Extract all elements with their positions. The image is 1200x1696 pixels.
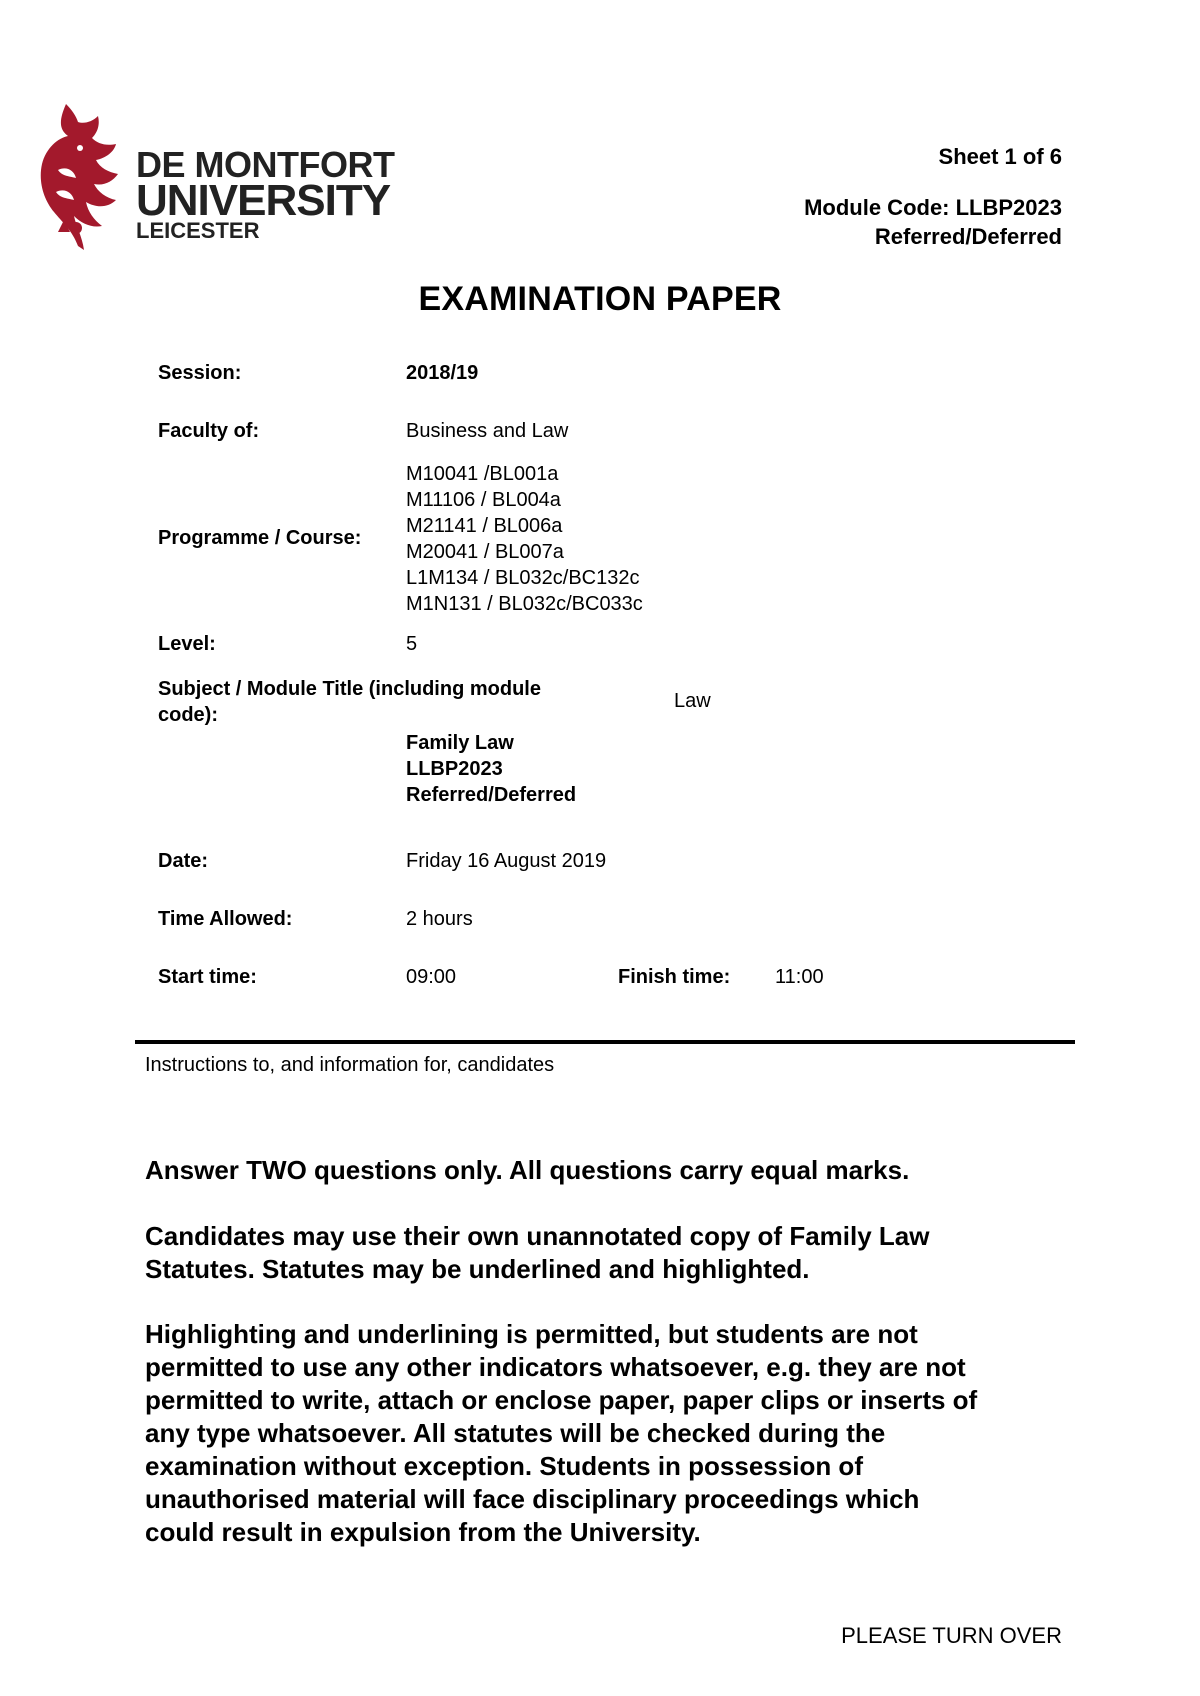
level-label: Level: — [158, 633, 216, 655]
divider — [135, 1040, 1075, 1044]
instruction-line: could result in expulsion from the University. — [145, 1517, 701, 1547]
programme-item: M11106 / BL004a — [406, 489, 561, 511]
time-allowed-value: 2 hours — [406, 908, 473, 930]
module-title-line: Referred/Deferred — [406, 784, 577, 806]
programme-label: Programme / Course: — [158, 527, 362, 549]
faculty-value: Business and Law — [406, 420, 569, 442]
page-footer: PLEASE TURN OVER — [841, 1623, 1062, 1648]
instruction-line: permitted to use any other indicators whatsoever, e.g. they are not — [145, 1352, 966, 1382]
programme-item: M10041 /BL001a — [406, 463, 559, 485]
date-value: Friday 16 August 2019 — [406, 850, 607, 872]
programme-list — [406, 461, 643, 617]
module-code: Module Code: LLBP2023 — [804, 195, 1062, 220]
logo-text-university: UNIVERSITY — [136, 176, 391, 225]
instruction-paragraph-3 — [145, 1318, 1075, 1549]
instruction-paragraph-2 — [145, 1220, 1075, 1286]
session-value: 2018/19 — [406, 362, 479, 384]
instruction-line: any type whatsoever. All statutes will be checked during the — [145, 1418, 886, 1448]
finish-time-label: Finish time: — [618, 966, 731, 988]
module-title — [406, 730, 576, 808]
subject-label-line: code): — [158, 704, 218, 726]
level-value: 5 — [406, 633, 418, 655]
referred-deferred-label: Referred/Deferred — [874, 224, 1062, 249]
programme-item: M20041 / BL007a — [406, 541, 564, 563]
date-label: Date: — [158, 850, 209, 872]
sheet-number: Sheet 1 of 6 — [938, 144, 1062, 169]
logo-text-leicester: LEICESTER — [136, 218, 260, 243]
subject-value: Law — [674, 690, 711, 712]
university-logo — [36, 100, 396, 260]
instruction-line: Statutes. Statutes may be underlined and highlighted. — [145, 1254, 810, 1284]
instruction-line: Highlighting and underlining is permitted, but students are not — [145, 1319, 918, 1349]
logo-text-de-montfort: DE MONTFORT — [136, 144, 395, 185]
start-time-value: 09:00 — [406, 966, 457, 988]
time-allowed-label: Time Allowed: — [158, 908, 293, 930]
start-time-label: Start time: — [158, 966, 257, 988]
session-label: Session: — [158, 362, 242, 384]
programme-item: M1N131 / BL032c/BC033c — [406, 593, 643, 615]
instructions-heading: Instructions to, and information for, candidates — [145, 1054, 555, 1076]
module-title-line: Family Law — [406, 732, 514, 754]
faculty-label: Faculty of: — [158, 420, 260, 442]
instruction-line: examination without exception. Students in possession of — [145, 1451, 863, 1481]
programme-item: M21141 / BL006a — [406, 515, 563, 537]
instruction-line: permitted to write, attach or enclose paper, paper clips or inserts of — [145, 1385, 978, 1415]
subject-label-line: Subject / Module Title (including module — [158, 678, 541, 700]
instruction-line: Answer TWO questions only. All questions carry equal marks. — [145, 1155, 910, 1185]
lion-emblem-icon — [36, 100, 136, 260]
subject-label — [158, 676, 541, 728]
instruction-paragraph-1 — [145, 1154, 1075, 1187]
instruction-line: unauthorised material will face disciplinary proceedings which — [145, 1484, 920, 1514]
page-title: EXAMINATION PAPER — [418, 280, 782, 318]
module-title-line: LLBP2023 — [406, 758, 503, 780]
instruction-line: Candidates may use their own unannotated copy of Family Law — [145, 1221, 930, 1251]
finish-time-value: 11:00 — [775, 966, 824, 988]
programme-item: L1M134 / BL032c/BC132c — [406, 567, 640, 589]
